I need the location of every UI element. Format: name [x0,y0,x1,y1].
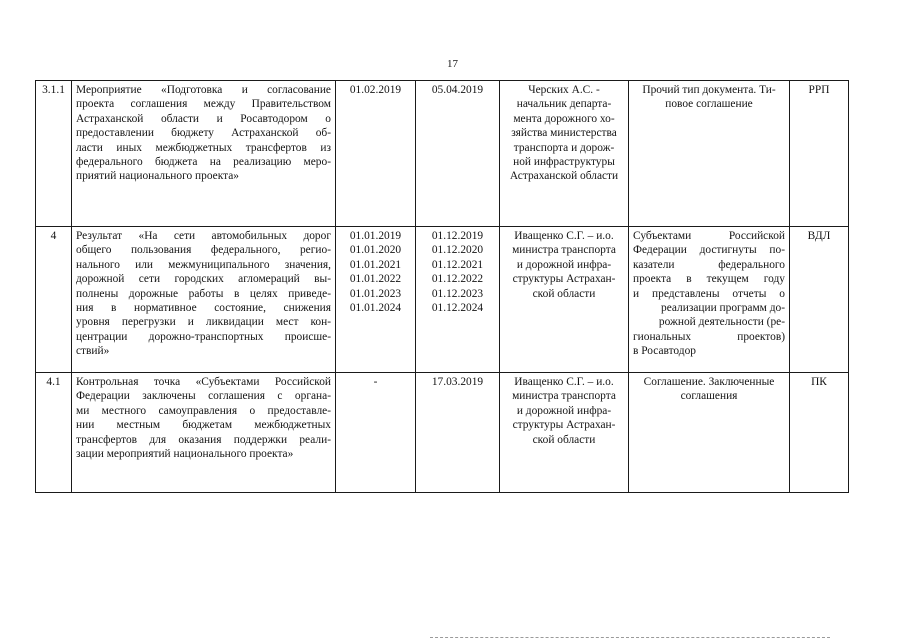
activity-name-line: нии местным бюджетам межбюджетных [76,419,331,432]
responsible-line: ской области [532,287,596,300]
end-date: 01.12.2024 [431,302,484,315]
document-cell [629,373,790,493]
end-date-cell [416,227,500,373]
document-line: казатели федерального [633,258,785,271]
document-cell [629,81,790,227]
start-date-cell [336,227,416,373]
type-code-cell: РРП [790,81,849,227]
responsible-line: начальник департа- [516,98,612,111]
activity-name-line: трансфертов для оказания поддержки реали- [76,433,331,446]
responsible-line: Иващенко С.Г. – и.о. [514,230,614,242]
end-date: 01.12.2022 [431,273,484,286]
activity-name-line: нального или межмуниципального значения, [76,258,331,271]
activity-name-cell [72,227,336,373]
start-date: 01.01.2024 [349,302,402,315]
activity-name-line: Мероприятие «Подготовка и согласование [76,84,331,96]
responsible-line: и дорожной инфра- [516,404,612,417]
start-date-cell [336,373,416,493]
table-row [36,373,849,493]
start-date: 01.01.2023 [349,287,402,300]
responsible-line: структуры Астрахан- [512,419,616,432]
document-line: гиональных проектов) [633,330,785,343]
document-line: повое соглашение [665,98,753,111]
activity-name-line: ствий» [76,345,110,358]
activity-name-line: приятий национального проекта» [76,170,239,183]
document-line: проекта в текущем году [633,273,785,286]
activity-name-line: дорожной сети городских агломераций вы- [76,273,331,286]
responsible-line: Астраханской области [509,170,619,183]
responsible-cell [500,373,629,493]
table-row [36,227,849,373]
document-line: Соглашение. Заключенные [643,376,775,388]
document-line: и представлены отчеты о [633,287,785,300]
row-number: 4.1 [36,373,72,493]
responsible-line: Черских А.С. - [528,84,600,96]
start-date: 01.01.2019 [349,230,402,242]
row-number: 3.1.1 [36,81,72,227]
responsible-line: министра транспорта [512,390,616,403]
end-date-cell [416,81,500,227]
responsible-line: структуры Астрахан- [512,273,616,286]
start-date: 01.01.2021 [349,258,402,271]
end-date: 05.04.2019 [431,84,484,96]
end-date: 17.03.2019 [431,376,484,388]
document-line: Прочий тип документа. Ти- [642,84,776,96]
responsible-line: и дорожной инфра- [516,258,612,271]
activity-name-cell [72,81,336,227]
project-plan-table [35,80,849,493]
responsible-cell [500,81,629,227]
activity-name-line: Федерации заключены соглашения с органа- [76,390,331,403]
responsible-line: ской области [532,433,596,446]
activity-name-line: ласти иных межбюджетных трансфертов из [76,141,331,154]
type-code-cell: ВДЛ [790,227,849,373]
responsible-line: мента дорожного хо- [513,112,615,125]
start-date: 01.02.2019 [349,84,402,96]
page-number: 17 [447,58,458,70]
activity-name-line: предоставлении бюджету Астраханской об- [76,127,331,140]
activity-name-cell [72,373,336,493]
end-date: 01.12.2020 [431,244,484,257]
table-row [36,81,849,227]
responsible-cell [500,227,629,373]
activity-name-line: федерального бюджета на реализацию меро- [76,156,331,169]
document-line: реализации программ до- [661,302,785,315]
activity-name-line: общего пользования федерального, регио- [76,244,331,257]
activity-name-line: проекта соглашения между Правительством [76,98,331,111]
activity-name-line: ми местного самоуправления о предоставле- [76,404,331,417]
activity-name-line: полнены дорожные работы в целях приведе- [76,287,331,300]
document-line: соглашения [680,390,738,403]
start-date-cell [336,81,416,227]
row-number: 4 [36,227,72,373]
start-date: - [373,376,378,388]
activity-name-line: уровня перегрузки и ликвидации мест кон- [76,316,331,329]
document-line: рожной деятельности (ре- [658,316,785,329]
end-date: 01.12.2021 [431,258,484,271]
start-date: 01.01.2022 [349,273,402,286]
responsible-line: Иващенко С.Г. – и.о. [514,376,614,388]
activity-name-line: Астраханской области и Росавтодором о [76,112,331,125]
responsible-line: министра транспорта [512,244,616,257]
activity-name-line: ния в нормативное состояние, снижения [76,302,331,315]
document-cell [629,227,790,373]
activity-name-line: центрации дорожно-транспортных происше- [76,330,331,343]
end-date-cell [416,373,500,493]
end-date: 01.12.2023 [431,287,484,300]
end-date: 01.12.2019 [431,230,484,242]
type-code-cell: ПК [790,373,849,493]
document-line: Субъектами Российской [633,230,785,242]
activity-name-line: зации мероприятий национального проекта» [76,448,294,461]
responsible-line: ной инфраструктуры [513,156,615,169]
responsible-line: транспорта и дорож- [513,141,615,154]
activity-name-line: Контрольная точка «Субъектами Российской [76,376,331,388]
document-line: в Росавтодор [633,345,696,358]
responsible-line: зяйства министерства [511,127,617,140]
start-date: 01.01.2020 [349,244,402,257]
activity-name-line: Результат «На сети автомобильных дорог [76,230,331,242]
document-line: Федерации достигнуты по- [633,244,785,257]
